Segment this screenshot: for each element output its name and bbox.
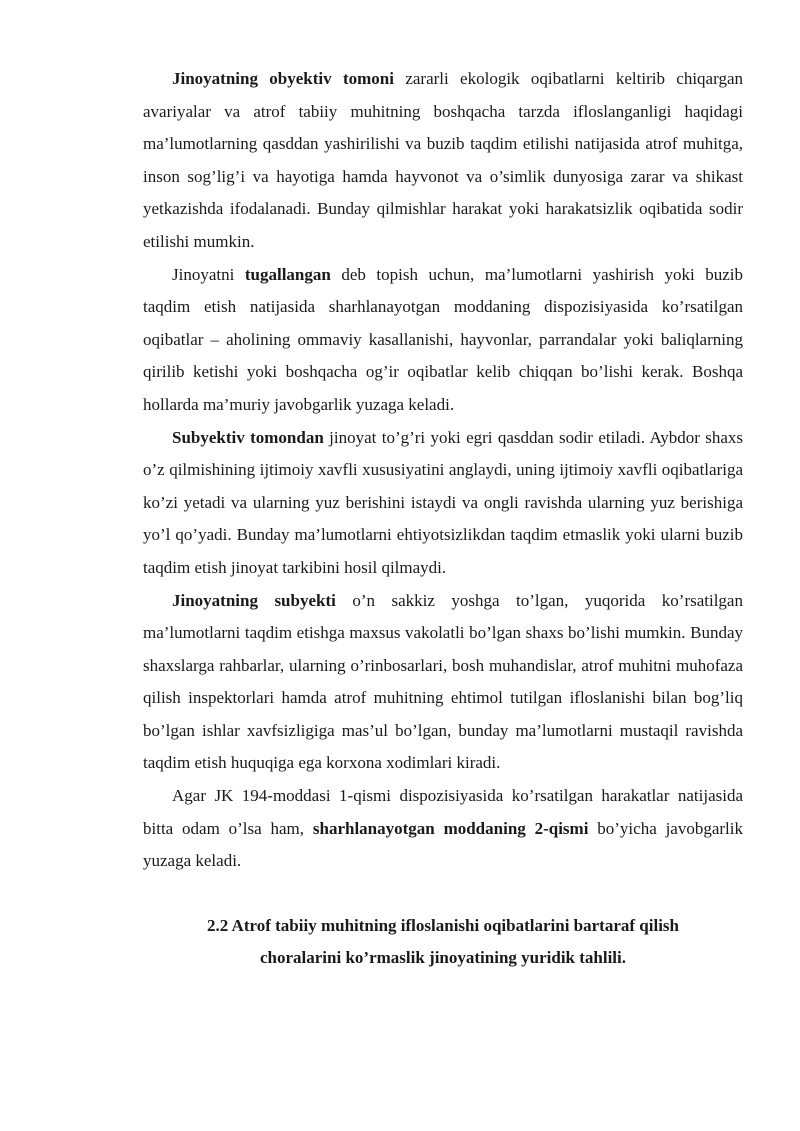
term-part-two: sharhlanayotgan moddaning 2-qismi	[312, 818, 589, 838]
paragraph-text: bo’yicha javobgarlik yuzaga keladi.	[143, 818, 743, 871]
paragraph-part-two-liability	[143, 780, 743, 878]
paragraph-subjective-side	[143, 422, 743, 585]
section-heading-line-1: 2.2 Atrof tabiiy muhitning ifloslanishi oqibatlarini bartaraf qilish	[207, 915, 679, 935]
paragraph-lead: Agar JK 194-moddasi 1-qismi dispozisiyasida ko’rsatilgan harakatlar natijasida bitta odam o’lsa ham,	[143, 786, 743, 838]
term-objective-side: Jinoyatning obyektiv tomoni	[172, 69, 394, 88]
paragraph-subject	[143, 585, 743, 781]
paragraph-completed-crime	[143, 259, 743, 422]
paragraph-text: deb topish uchun, ma’lumotlarni yashirish yoki buzib taqdim etish natijasida sharhlanayotgan moddaning dispozisiyasida ko’rsatilgan oqibatlar – aholining ommaviy kasallanishi, hayvonlar, parrandalar yoki baliqlarning qirilib ketishi yoki boshqacha og’ir oqibatlar kelib chiqqan bo’lishi kerak. Boshqa hollarda ma’muriy javobgarlik yuzaga keladi.	[143, 264, 743, 414]
paragraph-objective-side	[143, 63, 743, 259]
paragraph-text: jinoyat to’g’ri yoki egri qasddan sodir etiladi. Aybdor shaxs o’z qilmishining ijtimoiy xavfli xususiyatini anglaydi, uning ijtimoiy xavfli oqibatlariga ko’zi yetadi va ularning yuz berishini istaydi va ongli ravishda ularning yuz berishiga yo’l qo’yadi. Bunday ma’lumotlarni ehtiyotsizlikdan taqdim etmaslik yoki ularni buzib taqdim etish jinoyat tarkibini hosil qilmaydi.	[143, 427, 743, 577]
term-completed: tugallangan	[244, 264, 331, 284]
paragraph-text: o’n sakkiz yoshga to’lgan, yuqorida ko’rsatilgan ma’lumotlarni taqdim etishga maxsus vakolatli bo’lgan shaxs bo’lishi mumkin. Bunday shaxslarga rahbarlar, ularning o’rinbosarlari, bosh muhandislar, atrof muhitni muhofaza qilish inspektorlari hamda atrof muhitning ehtimol tutilgan ifloslanishi bilan bog’liq bo’lgan ishlar xavfsizligiga mas’ul bo’lgan, bunday ma’lumotlarni mustaqil ravishda taqdim etish huquqiga ega korxona xodimlari kiradi.	[143, 590, 743, 773]
section-heading	[143, 910, 743, 974]
paragraph-text: zararli ekologik oqibatlarni keltirib chiqargan avariyalar va atrof tabiiy muhitning boshqacha tarzda ifloslanganligi haqidagi ma’lumotlarning qasddan yashirilishi va buzib taqdim etilishi natijasida atrof muhitga, inson sog’lig’i va hayotiga hamda hayvonot va o’simlik dunyosiga zarar va shikast yetkazishda ifodalanadi. Bunday qilmishlar harakat yoki harakatsizlik oqibatida sodir etilishi mumkin.	[143, 69, 744, 251]
paragraph-lead: Jinoyatni	[172, 264, 245, 284]
term-subject: Jinoyatning subyekti	[172, 590, 336, 610]
section-heading-line-2: choralarini ko’rmaslik jinoyatining yuridik tahlili.	[259, 947, 627, 967]
term-subjective-side: Subyektiv tomondan	[172, 427, 324, 447]
